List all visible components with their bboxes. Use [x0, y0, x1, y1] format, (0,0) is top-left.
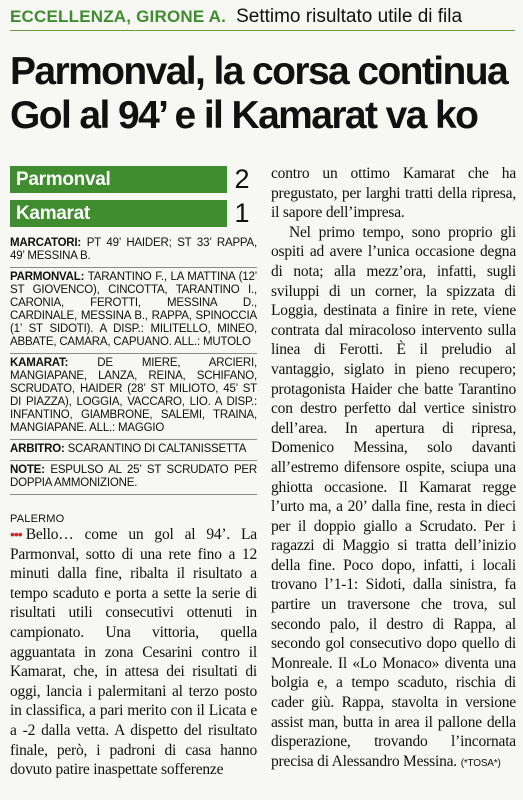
- arbitro-box: [10, 439, 257, 460]
- kicker: [10, 6, 515, 31]
- arbitro-label: ARBITRO:: [10, 443, 65, 455]
- marcatori-text: PT 49’ HAIDER; ST 33’ RAPPA, 49’ MESSINA B.: [10, 237, 258, 262]
- parmonval-lineup-box: [10, 267, 257, 353]
- lead-dots: •••: [10, 526, 22, 542]
- parmonval-label: PARMONVAL:: [10, 271, 85, 283]
- note-label: NOTE:: [10, 464, 45, 476]
- right-column: [271, 164, 516, 773]
- note-box: [10, 460, 257, 495]
- left-column: [10, 166, 257, 780]
- headline-line-1: Parmonval, la corsa continua: [10, 50, 508, 93]
- kamarat-lineup-box: [10, 353, 257, 439]
- article-body-left: [10, 525, 257, 780]
- home-team-name: Parmonval: [16, 169, 111, 190]
- kicker-tagline: Settimo risultato utile di fila: [236, 6, 463, 27]
- marcatori-box: [10, 234, 257, 267]
- headline: [10, 50, 520, 138]
- marcatori-label: MARCATORI:: [10, 237, 82, 249]
- note-text: ESPULSO AL 25’ ST SCRUDATO PER DOPPIA AMMONIZIONE.: [10, 464, 257, 489]
- paragraph-2: [271, 223, 516, 774]
- author-signature: (*TOSA*): [460, 757, 501, 769]
- kamarat-lineup: DE MIERE, ARCIERI, MANGIAPANE, LANZA, REINA, SCHIFANO, SCRUDATO, HAIDER (28’ ST MILIOTO, 45’ ST DI PIAZZA), LOGGIA, VACCARO, LIO. A DISP.: INFANTINO, GIAMBRONE, SALEMI, TRAINA, MANGIAPANE. ALL.: MAGGIO: [10, 357, 257, 434]
- paragraph-1-text: Bello… come un gol al 94’. La Parmonval, sotto di una rete fino a 12 minuti dalla fine, ribalta il risultato a tempo scaduto e porta a sette la serie di risultati utili consecutivi ottenuti in campionato. Una vittoria, quella agguantata in zona Cesarini contro il Kamarat, che, in attesa dei risultati di oggi, lancia i palermitani al terzo posto in classifica, a pari merito con il Licata e a -2 dalla vetta. A dispetto del risultato finale, però, i padroni di casa hanno dovuto patire inaspettate sofferenze: [10, 526, 257, 779]
- away-team-goals: 1: [227, 200, 257, 227]
- score-row-home: [10, 166, 257, 193]
- article-body-right: [271, 164, 516, 773]
- paragraph-1: [10, 525, 257, 780]
- away-team-name: Kamarat: [16, 203, 90, 224]
- paragraph-1-continuation: contro un ottimo Kamarat che ha pregustato, per larghi tratti della ripresa, il sapore dell’impresa.: [271, 165, 516, 222]
- dateline: PALERMO: [10, 513, 65, 525]
- home-team-goals: 2: [227, 166, 257, 193]
- kamarat-label: KAMARAT:: [10, 357, 69, 369]
- headline-line-2: Gol al 94’ e il Kamarat va ko: [10, 94, 478, 137]
- parmonval-lineup: TARANTINO F., LA MATTINA (12’ ST GIOVENCO), CINCOTTA, TARANTINO I., CARONIA, FEROTTI, MESSINA D., CARDINALE, MESSINA B., RAPPA, SPINOCCIA (1’ ST SIDOTI). A DISP.: MILITELLO, MINEO, ABBATE, CAMARA, CAPUANO. ALL.: MUTOLO: [10, 271, 257, 348]
- score-row-away: [10, 200, 257, 227]
- paragraph-2-text: Nel primo tempo, sono proprio gli ospiti ad avere l’unica occasione degna di nota; alla mezz’ora, infatti, sugli sviluppi di un corner, la spizzata di Loggia, destinata a finire in rete, viene contrata dal miracoloso intervento sulla linea di Ferotti. È il preludio al vantaggio, siglato in pieno recupero; protagonista Haider che batte Tarantino con destro perfetto dal vertice sinistro dell’area. In apertura di ripresa, Domenico Messina, solo davanti all’estremo difensore ospite, sciupa una ghiotta occasione. Il Kamarat regge l’urto ma, a 20’ dalla fine, resta in dieci per il doppio giallo a Scrudato. Per i ragazzi di Maggio si tratta dell’inizio della fine. Poco dopo, infatti, i locali trovano l’1-1: Sidoti, dalla sinistra, fa partire un traversone che trova, sul secondo palo, il destro di Rappa, al secondo gol consecutivo dopo quello di Monreale. Il «Lo Monaco» diventa una bolgia e, a tempo scaduto, rischia di cader giù. Rappa, stavolta in versione assist man, butta in area il pallone della disperazione, trovando l’incornata precisa di Alessandro Messina.: [271, 223, 516, 770]
- section-label: ECCELLENZA, GIRONE A.: [10, 7, 227, 26]
- arbitro-text: SCARANTINO DI CALTANISSETTA: [67, 443, 247, 455]
